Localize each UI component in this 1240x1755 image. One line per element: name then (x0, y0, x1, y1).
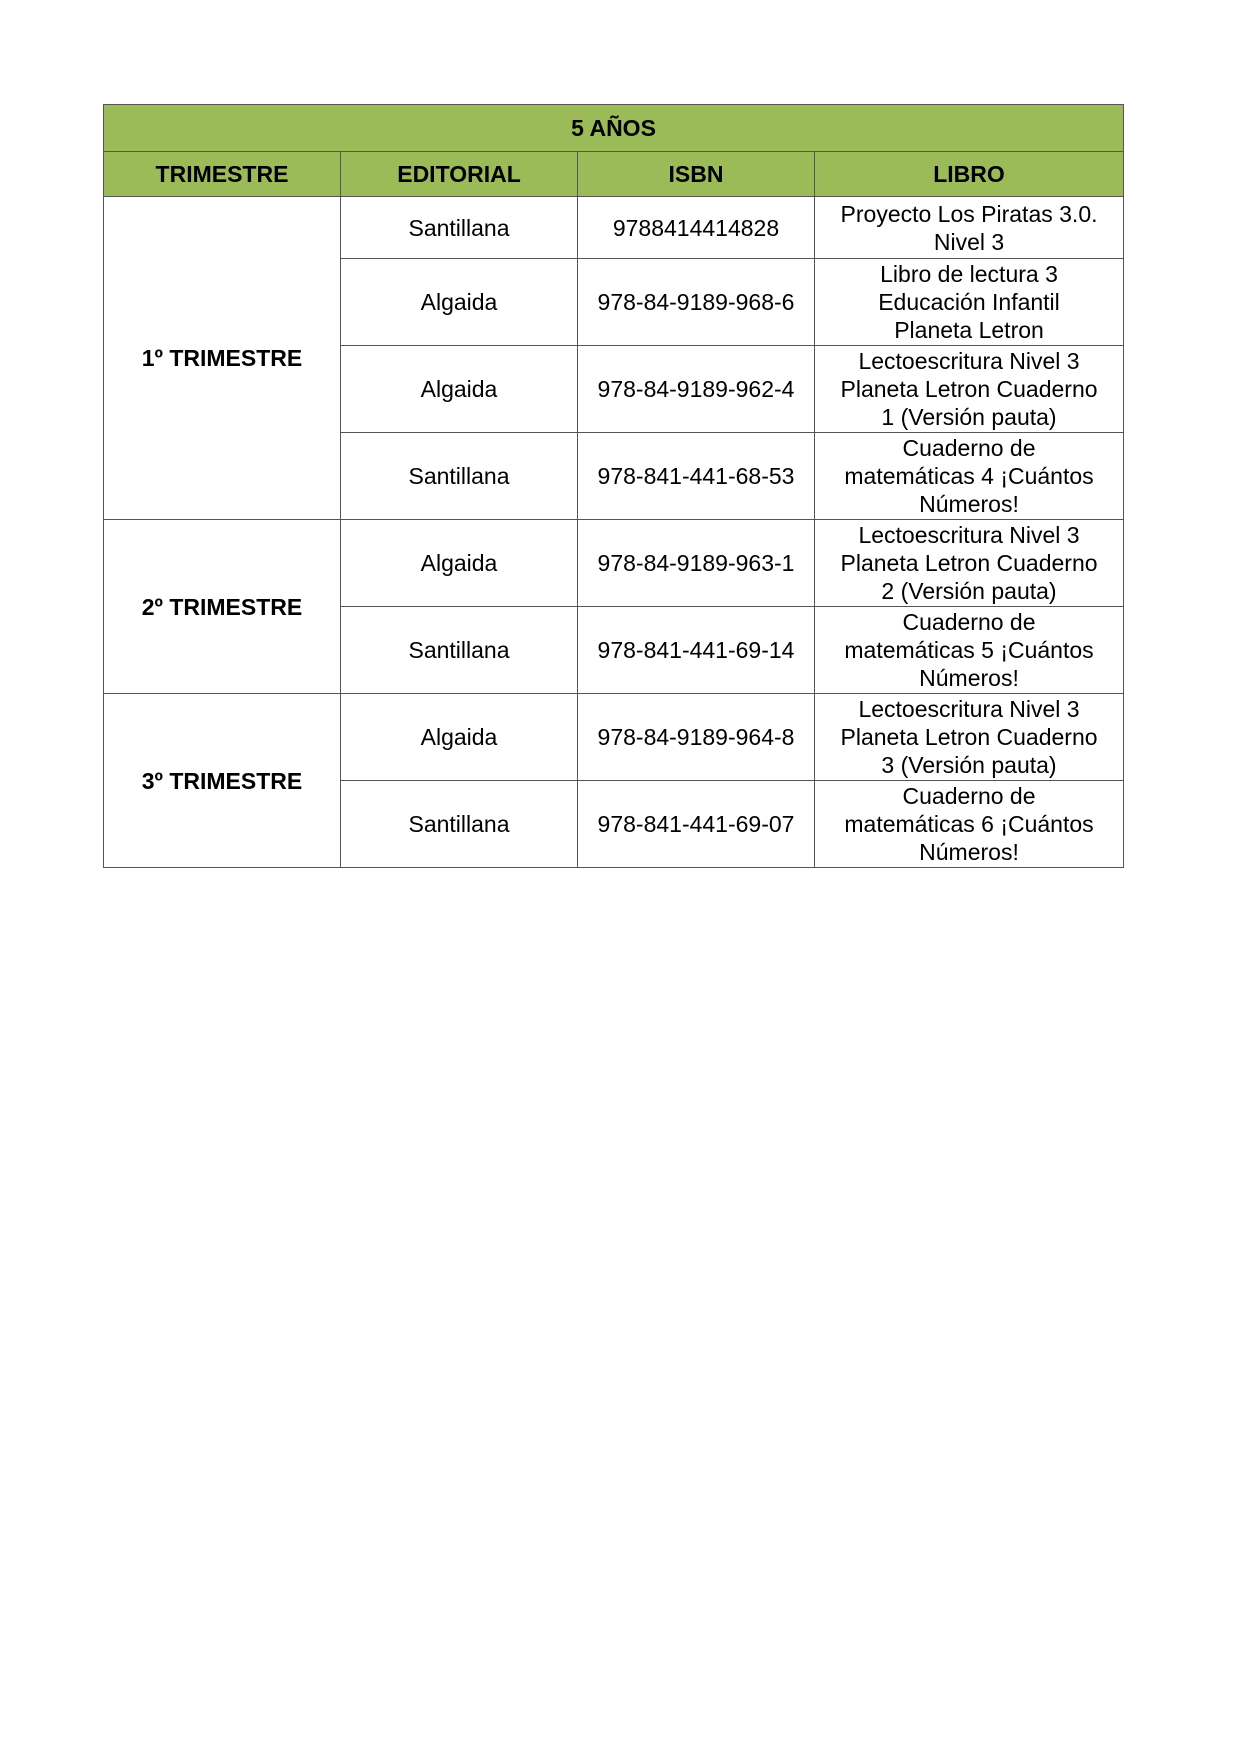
editorial-cell: Santillana (341, 197, 578, 259)
libro-line: Cuaderno de (902, 783, 1036, 809)
libro-line: Planeta Letron Cuaderno (840, 550, 1098, 576)
header-libro: LIBRO (815, 152, 1124, 197)
libro-cell (815, 259, 1124, 346)
editorial-cell: Santillana (341, 433, 578, 520)
table-row (104, 520, 1124, 607)
libro-line: 1 (Versión pauta) (881, 404, 1057, 430)
trimestre-cell: 2º TRIMESTRE (104, 520, 341, 694)
editorial-cell: Algaida (341, 694, 578, 781)
libro-line: Lectoescritura Nivel 3 (858, 696, 1080, 722)
table-row (104, 694, 1124, 781)
libro-line: Cuaderno de (902, 609, 1036, 635)
isbn-cell: 978-841-441-69-14 (578, 607, 815, 694)
libro-line: Números! (919, 491, 1019, 517)
table-body (104, 197, 1124, 868)
isbn-cell: 978-841-441-69-07 (578, 781, 815, 868)
libro-cell (815, 694, 1124, 781)
editorial-cell: Santillana (341, 781, 578, 868)
libro-line: Planeta Letron Cuaderno (840, 376, 1098, 402)
libro-line: 3 (Versión pauta) (881, 752, 1057, 778)
libro-line: Planeta Letron (894, 317, 1044, 343)
header-isbn: ISBN (578, 152, 815, 197)
libro-line: matemáticas 6 ¡Cuántos (844, 811, 1094, 837)
isbn-cell: 978-841-441-68-53 (578, 433, 815, 520)
libro-line: matemáticas 5 ¡Cuántos (844, 637, 1094, 663)
libro-line: Educación Infantil (878, 289, 1060, 315)
libro-cell (815, 197, 1124, 259)
isbn-cell: 978-84-9189-968-6 (578, 259, 815, 346)
header-trimestre: TRIMESTRE (104, 152, 341, 197)
isbn-cell: 978-84-9189-962-4 (578, 346, 815, 433)
libro-cell (815, 346, 1124, 433)
editorial-cell: Algaida (341, 346, 578, 433)
editorial-cell: Santillana (341, 607, 578, 694)
libro-cell (815, 433, 1124, 520)
trimestre-cell: 3º TRIMESTRE (104, 694, 341, 868)
libro-line: Cuaderno de (902, 435, 1036, 461)
libro-line: Planeta Letron Cuaderno (840, 724, 1098, 750)
editorial-cell: Algaida (341, 520, 578, 607)
libro-line: Proyecto Los Piratas 3.0. (840, 200, 1098, 227)
book-list-table (103, 104, 1124, 868)
libro-cell (815, 781, 1124, 868)
libro-line: Lectoescritura Nivel 3 (858, 522, 1080, 548)
isbn-cell: 978-84-9189-963-1 (578, 520, 815, 607)
libro-line: Libro de lectura 3 (880, 261, 1058, 287)
table-title-row (104, 105, 1124, 152)
table-row (104, 197, 1124, 259)
libro-line: Lectoescritura Nivel 3 (858, 348, 1080, 374)
header-editorial: EDITORIAL (341, 152, 578, 197)
libro-line: matemáticas 4 ¡Cuántos (844, 463, 1094, 489)
table-header-row (104, 152, 1124, 197)
isbn-cell: 978-84-9189-964-8 (578, 694, 815, 781)
editorial-cell: Algaida (341, 259, 578, 346)
libro-cell (815, 607, 1124, 694)
libro-cell (815, 520, 1124, 607)
libro-line: Nivel 3 (933, 228, 1005, 255)
libro-line: Números! (919, 665, 1019, 691)
isbn-cell: 9788414414828 (578, 197, 815, 259)
trimestre-cell: 1º TRIMESTRE (104, 197, 341, 520)
table-title: 5 AÑOS (104, 105, 1124, 152)
libro-line: Números! (919, 839, 1019, 865)
libro-line: 2 (Versión pauta) (881, 578, 1057, 604)
